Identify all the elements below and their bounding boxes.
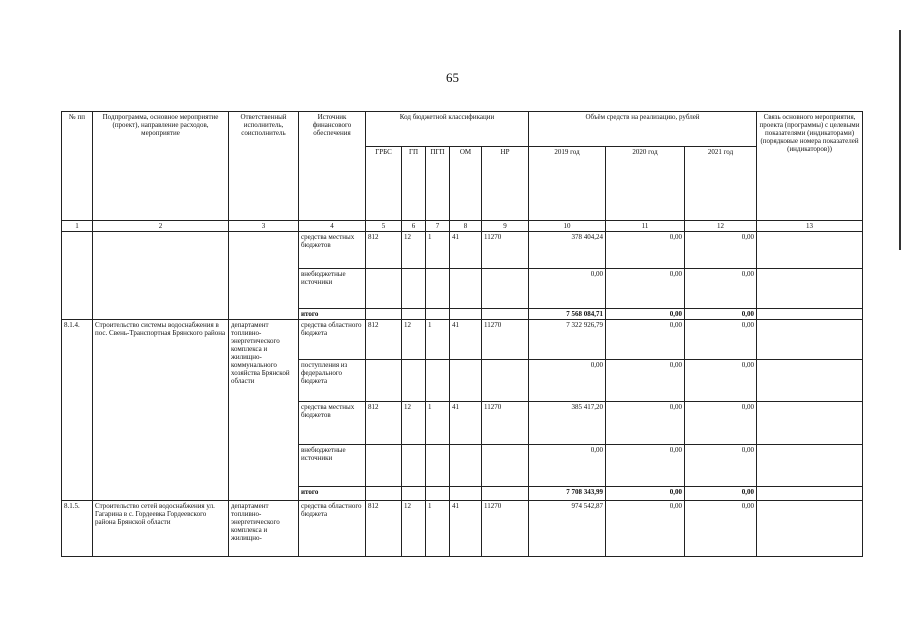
header-pgp: ПГП xyxy=(426,147,450,221)
row-responsible: департамент топливно-энергетического комплекса и жилищно-коммунального хозяйства Брянской области xyxy=(229,320,299,501)
row-gp: 12 xyxy=(402,501,426,557)
table-row xyxy=(62,320,863,360)
row-om: 41 xyxy=(450,501,482,557)
row-gp: 12 xyxy=(402,232,426,269)
row-pgp: 1 xyxy=(426,232,450,269)
header-grbs: ГРБС xyxy=(366,147,402,221)
header-2021: 2021 год xyxy=(685,147,757,221)
header-responsible: Ответственный исполнитель, соисполнитель xyxy=(229,112,299,221)
row-source-total: итого xyxy=(299,487,366,501)
row-indicators xyxy=(757,360,863,402)
row-2021: 0,00 xyxy=(685,501,757,557)
row-indicators xyxy=(757,309,863,320)
scan-edge-line xyxy=(899,30,901,250)
row-2021: 0,00 xyxy=(685,445,757,487)
header-volume: Объём средств на реализацию, рублей xyxy=(529,112,757,147)
row-2020: 0,00 xyxy=(606,360,685,402)
page-number: 65 xyxy=(446,70,459,85)
row-pgp xyxy=(426,269,450,309)
row-grbs xyxy=(366,269,402,309)
row-program-name: Строительство сетей водоснабжения ул. Гагарина в с. Гордеевка Гордеевского района Брянской области xyxy=(93,501,229,557)
row-grbs xyxy=(366,360,402,402)
col-number: 2 xyxy=(93,221,229,232)
row-om xyxy=(450,487,482,501)
row-2020: 0,00 xyxy=(606,232,685,269)
row-2019-total: 7 568 084,71 xyxy=(529,309,606,320)
row-gp xyxy=(402,360,426,402)
row-np: 11270 xyxy=(482,320,529,360)
row-source: внебюджетные источники xyxy=(299,445,366,487)
col-number: 10 xyxy=(529,221,606,232)
row-pgp: 1 xyxy=(426,501,450,557)
row-gp xyxy=(402,309,426,320)
row-indicators xyxy=(757,487,863,501)
budget-table xyxy=(61,111,863,557)
row-grbs: 812 xyxy=(366,232,402,269)
header-om: ОМ xyxy=(450,147,482,221)
row-indicators xyxy=(757,501,863,557)
row-grbs: 812 xyxy=(366,320,402,360)
row-2021: 0,00 xyxy=(685,402,757,445)
row-2020: 0,00 xyxy=(606,501,685,557)
row-np: 11270 xyxy=(482,501,529,557)
row-2021-total: 0,00 xyxy=(685,309,757,320)
col-number: 13 xyxy=(757,221,863,232)
row-np: 11270 xyxy=(482,402,529,445)
row-2019: 0,00 xyxy=(529,445,606,487)
col-number: 11 xyxy=(606,221,685,232)
col-number: 6 xyxy=(402,221,426,232)
row-grbs: 812 xyxy=(366,402,402,445)
row-2020-total: 0,00 xyxy=(606,309,685,320)
row-om xyxy=(450,269,482,309)
row-2019: 378 404,24 xyxy=(529,232,606,269)
row-2019-total: 7 708 343,99 xyxy=(529,487,606,501)
row-2020: 0,00 xyxy=(606,402,685,445)
row-gp: 12 xyxy=(402,402,426,445)
header-program: Подпрограмма, основное мероприятие (проект), направление расходов, мероприятие xyxy=(93,112,229,221)
row-source-total: итого xyxy=(299,309,366,320)
row-grbs: 812 xyxy=(366,501,402,557)
col-number: 9 xyxy=(482,221,529,232)
row-indicators xyxy=(757,320,863,360)
row-2019: 385 417,20 xyxy=(529,402,606,445)
row-grbs xyxy=(366,487,402,501)
row-gp xyxy=(402,487,426,501)
row-om: 41 xyxy=(450,232,482,269)
row-source: средства областного бюджета xyxy=(299,501,366,557)
row-np xyxy=(482,269,529,309)
row-pgp: 1 xyxy=(426,320,450,360)
row-gp: 12 xyxy=(402,320,426,360)
row-2020: 0,00 xyxy=(606,320,685,360)
row-pgp xyxy=(426,309,450,320)
row-number: 8.1.4. xyxy=(62,320,93,501)
row-np xyxy=(482,309,529,320)
col-number: 1 xyxy=(62,221,93,232)
row-2021: 0,00 xyxy=(685,269,757,309)
row-number xyxy=(62,232,93,320)
row-om xyxy=(450,309,482,320)
header-num: № пп xyxy=(62,112,93,221)
row-source: средства областного бюджета xyxy=(299,320,366,360)
col-number: 4 xyxy=(299,221,366,232)
row-pgp xyxy=(426,445,450,487)
header-2020: 2020 год xyxy=(606,147,685,221)
row-2021: 0,00 xyxy=(685,232,757,269)
col-number: 7 xyxy=(426,221,450,232)
row-om: 41 xyxy=(450,320,482,360)
row-program-name xyxy=(93,232,229,320)
row-pgp xyxy=(426,360,450,402)
row-grbs xyxy=(366,445,402,487)
row-2021-total: 0,00 xyxy=(685,487,757,501)
header-row-1 xyxy=(62,112,863,147)
row-gp xyxy=(402,445,426,487)
header-source: Источник финансового обеспечения xyxy=(299,112,366,221)
table-row xyxy=(62,232,863,269)
row-source: средства местных бюджетов xyxy=(299,402,366,445)
table-row xyxy=(62,501,863,557)
row-program-name: Строительство системы водоснабжения в пос. Свень-Транспортная Брянского района xyxy=(93,320,229,501)
row-pgp xyxy=(426,487,450,501)
row-pgp: 1 xyxy=(426,402,450,445)
header-np: НР xyxy=(482,147,529,221)
row-indicators xyxy=(757,402,863,445)
col-number: 5 xyxy=(366,221,402,232)
row-np xyxy=(482,360,529,402)
row-2020: 0,00 xyxy=(606,269,685,309)
row-2020: 0,00 xyxy=(606,445,685,487)
row-source: внебюджетные источники xyxy=(299,269,366,309)
row-om xyxy=(450,445,482,487)
row-source: поступления из федерального бюджета xyxy=(299,360,366,402)
row-np xyxy=(482,445,529,487)
col-number: 3 xyxy=(229,221,299,232)
row-np: 11270 xyxy=(482,232,529,269)
row-source: средства местных бюджетов xyxy=(299,232,366,269)
col-number: 12 xyxy=(685,221,757,232)
header-indicators-link: Связь основного мероприятия, проекта (программы) с целевыми показателями (индикаторами) (порядковые номера показателей (индикаторов)) xyxy=(757,112,863,221)
row-2020-total: 0,00 xyxy=(606,487,685,501)
row-indicators xyxy=(757,269,863,309)
row-np xyxy=(482,487,529,501)
row-responsible: департамент топливно-энергетического комплекса и жилищно- xyxy=(229,501,299,557)
row-2019: 0,00 xyxy=(529,360,606,402)
row-responsible xyxy=(229,232,299,320)
col-number: 8 xyxy=(450,221,482,232)
row-indicators xyxy=(757,445,863,487)
row-om: 41 xyxy=(450,402,482,445)
header-2019: 2019 год xyxy=(529,147,606,221)
row-2019: 0,00 xyxy=(529,269,606,309)
row-om xyxy=(450,360,482,402)
row-indicators xyxy=(757,232,863,269)
header-budget-code: Код бюджетной классификации xyxy=(366,112,529,147)
row-2021: 0,00 xyxy=(685,360,757,402)
row-gp xyxy=(402,269,426,309)
column-numbers-row xyxy=(62,221,863,232)
row-number: 8.1.5. xyxy=(62,501,93,557)
row-2019: 974 542,87 xyxy=(529,501,606,557)
row-2019: 7 322 926,79 xyxy=(529,320,606,360)
row-2021: 0,00 xyxy=(685,320,757,360)
header-gp: ГП xyxy=(402,147,426,221)
row-grbs xyxy=(366,309,402,320)
